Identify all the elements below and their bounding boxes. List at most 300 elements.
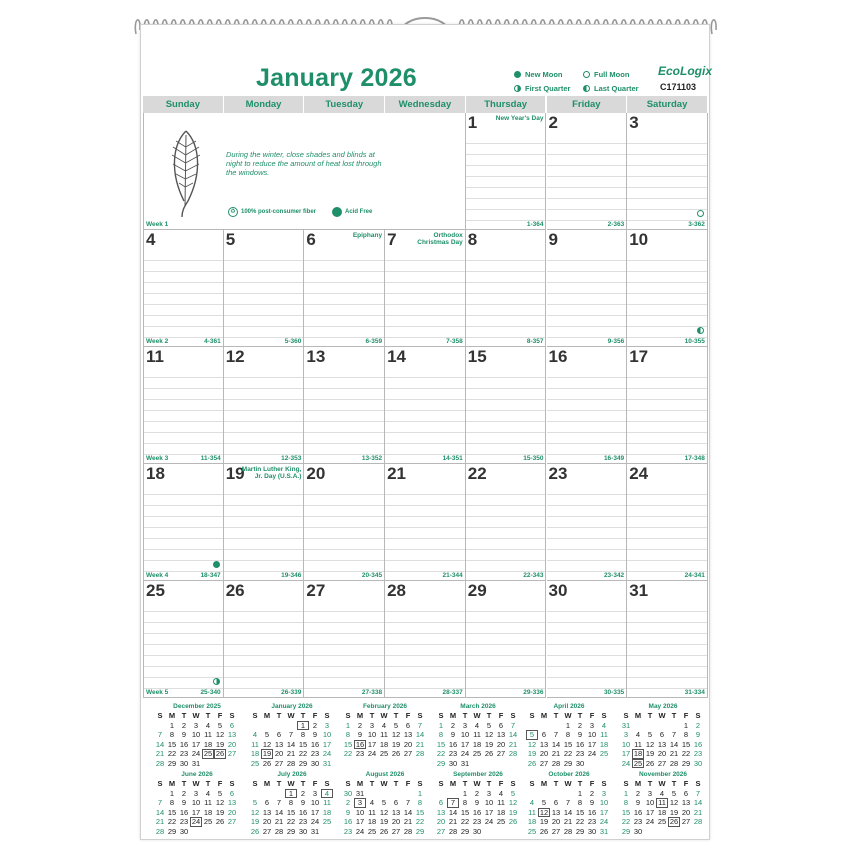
- writing-line: [547, 315, 627, 316]
- writing-line: [466, 377, 546, 378]
- writing-line: [304, 326, 384, 327]
- day-cell[interactable]: [466, 347, 547, 464]
- day-cell[interactable]: [143, 230, 224, 347]
- mini-day: [285, 721, 297, 731]
- mini-day: 2: [474, 788, 480, 798]
- mini-day: 17: [587, 739, 597, 749]
- writing-line: [224, 666, 304, 667]
- mini-day: 31: [621, 720, 631, 730]
- mini-day: 12: [391, 730, 401, 739]
- writing-line: [547, 421, 627, 422]
- writing-line: [144, 622, 223, 623]
- mini-day: 2: [181, 720, 187, 730]
- writing-line: [385, 421, 465, 422]
- mini-day: 30: [179, 758, 189, 768]
- mini-day: 21: [448, 817, 458, 826]
- writing-line: [547, 304, 627, 305]
- mini-day: [668, 721, 680, 731]
- writing-line: [224, 516, 304, 517]
- writing-line: [466, 505, 546, 506]
- mini-day: 4: [498, 788, 504, 798]
- mini-weekday: T: [393, 711, 399, 720]
- day-cell[interactable]: [385, 230, 466, 347]
- day-cell[interactable]: [304, 581, 385, 698]
- mini-day: 21: [155, 749, 165, 758]
- mini-day: 9: [181, 798, 187, 807]
- mini-day: 1: [462, 788, 468, 798]
- mini-day: 12: [669, 798, 679, 807]
- mini-day: [483, 827, 495, 837]
- mini-day: 11: [473, 730, 481, 739]
- mini-weekday: S: [157, 711, 163, 720]
- mini-day: 29: [298, 758, 308, 768]
- mini-day: 12: [539, 807, 549, 817]
- mini-day: 15: [415, 807, 425, 817]
- writing-line: [224, 260, 304, 261]
- writing-line: [627, 677, 707, 678]
- day-cell[interactable]: [385, 581, 466, 698]
- mini-weekday: S: [510, 779, 516, 788]
- mini-weekday: T: [671, 711, 677, 720]
- writing-line: [144, 260, 223, 261]
- writing-line: [224, 560, 304, 561]
- mini-calendar-title: June 2026: [181, 771, 213, 778]
- day-of-year: 15-350: [523, 455, 544, 462]
- mini-day: [390, 789, 402, 799]
- mini-day: 5: [217, 788, 223, 798]
- day-cell[interactable]: [466, 230, 547, 347]
- day-of-year: 30-335: [603, 689, 625, 696]
- day-number: 18: [146, 464, 165, 483]
- mini-day: 31: [355, 788, 365, 798]
- day-cell[interactable]: [547, 347, 628, 464]
- mini-day: 11: [380, 730, 388, 739]
- mini-day: 16: [179, 739, 189, 749]
- mini-day: 11: [656, 798, 668, 808]
- mini-day: 10: [599, 798, 609, 807]
- mini-day: 27: [657, 758, 667, 768]
- mini-day: 20: [403, 739, 413, 749]
- writing-line: [547, 432, 627, 433]
- writing-line: [385, 622, 465, 623]
- writing-line: [224, 410, 304, 411]
- day-number: 13: [306, 347, 326, 366]
- mini-day: 2: [357, 720, 363, 730]
- writing-line: [144, 538, 223, 539]
- writing-line: [304, 271, 384, 272]
- writing-line: [627, 399, 707, 400]
- writing-line: [304, 611, 384, 612]
- mini-day: 12: [250, 807, 260, 817]
- mini-day: [526, 789, 538, 799]
- writing-line: [547, 549, 627, 550]
- mini-weekday: S: [529, 711, 535, 720]
- mini-calendar: [526, 703, 612, 768]
- writing-line: [224, 377, 304, 378]
- weekday-header-monday: Monday: [224, 96, 305, 113]
- mini-day: 22: [298, 749, 308, 758]
- mini-day: [273, 789, 285, 799]
- feature-recycled: [228, 207, 316, 217]
- mini-day: 6: [229, 788, 235, 798]
- writing-line: [547, 611, 627, 612]
- mini-day: 18: [472, 739, 482, 749]
- mini-day: 28: [693, 817, 703, 826]
- writing-line: [385, 282, 465, 283]
- mini-day: 7: [157, 798, 163, 807]
- mini-weekday: T: [462, 711, 468, 720]
- mini-weekday: M: [540, 711, 548, 720]
- mini-weekday: M: [449, 711, 457, 720]
- mini-day: 17: [191, 807, 201, 817]
- day-of-year: 13-352: [361, 455, 383, 462]
- mini-day: 4: [252, 730, 258, 739]
- writing-line: [627, 176, 707, 177]
- mini-day: 2: [300, 788, 306, 798]
- mini-day: 2: [577, 720, 583, 730]
- writing-line: [627, 549, 707, 550]
- mini-day: 13: [391, 807, 401, 817]
- day-number: 21: [387, 464, 407, 483]
- day-of-year: 3-362: [688, 221, 705, 228]
- last-quarter-label: Last Quarter: [594, 84, 639, 93]
- mini-day: 4: [321, 789, 333, 799]
- writing-line: [224, 421, 304, 422]
- day-cell[interactable]: [385, 347, 466, 464]
- writing-line: [304, 538, 384, 539]
- day-number: 5: [225, 230, 236, 249]
- mini-day: 8: [169, 730, 175, 739]
- writing-line: [547, 282, 627, 283]
- day-cell[interactable]: [224, 230, 305, 347]
- mini-day: 31: [599, 826, 609, 836]
- writing-line: [385, 644, 465, 645]
- mini-day: 10: [460, 730, 470, 739]
- writing-line: [627, 527, 707, 528]
- mini-day: 14: [551, 739, 561, 749]
- mini-day: 3: [193, 788, 199, 798]
- day-of-year: 10-355: [684, 338, 705, 345]
- day-cell[interactable]: [304, 347, 385, 464]
- mini-day: 4: [601, 720, 607, 730]
- mini-day: 7: [288, 730, 294, 739]
- mini-day: [538, 721, 550, 731]
- holiday-label: New Year's Day: [495, 115, 544, 122]
- mini-day: 29: [563, 758, 573, 768]
- writing-line: [627, 165, 707, 166]
- mini-day: 6: [276, 730, 282, 739]
- mini-day: 22: [460, 817, 470, 826]
- mini-day: 5: [217, 720, 223, 730]
- mini-day: [190, 827, 202, 837]
- day-cell[interactable]: [547, 113, 628, 230]
- mini-day: 7: [695, 788, 701, 798]
- mini-day: 22: [436, 749, 446, 758]
- mini-day: 19: [539, 817, 549, 826]
- writing-line: [144, 421, 223, 422]
- writing-line: [224, 549, 304, 550]
- day-of-year: 12-353: [281, 455, 302, 462]
- writing-line: [466, 388, 546, 389]
- mini-weekday: S: [345, 711, 351, 720]
- writing-line: [144, 505, 223, 506]
- mini-day: 1: [169, 720, 175, 730]
- writing-line: [385, 271, 465, 272]
- writing-line: [547, 388, 627, 389]
- writing-line: [627, 443, 707, 444]
- mini-day: 12: [379, 807, 389, 817]
- writing-line: [385, 443, 465, 444]
- day-cell[interactable]: [547, 230, 628, 347]
- mini-day: 12: [262, 739, 272, 749]
- new-moon-icon: [514, 71, 521, 78]
- mini-day: 8: [462, 798, 468, 807]
- writing-line: [547, 622, 627, 623]
- day-cell[interactable]: [224, 464, 305, 581]
- writing-line: [627, 209, 707, 210]
- mini-day: 11: [323, 798, 331, 807]
- day-cell[interactable]: [224, 581, 305, 698]
- mini-day: 1: [565, 720, 571, 730]
- writing-line: [304, 644, 384, 645]
- day-cell[interactable]: [627, 113, 708, 230]
- mini-day: 23: [587, 817, 597, 826]
- mini-weekday: M: [449, 779, 457, 788]
- mini-day: 16: [472, 807, 482, 817]
- mini-day: 23: [298, 817, 308, 826]
- writing-line: [466, 432, 546, 433]
- writing-line: [627, 421, 707, 422]
- weekday-header-saturday: Saturday: [627, 96, 708, 113]
- mini-weekday: S: [438, 779, 444, 788]
- mini-day: 17: [645, 807, 655, 817]
- mini-day: [402, 789, 414, 799]
- day-number: 1: [467, 113, 478, 132]
- day-cell[interactable]: [466, 464, 547, 581]
- brand-logo: EcoLogix: [658, 64, 713, 78]
- writing-line: [547, 527, 627, 528]
- writing-line: [466, 538, 546, 539]
- mini-calendar-title: December 2025: [173, 703, 221, 710]
- mini-day: 6: [438, 798, 444, 807]
- mini-day: 9: [577, 730, 583, 739]
- mini-day: 14: [286, 739, 296, 749]
- mini-weekday: W: [658, 779, 666, 788]
- mini-day: 28: [415, 749, 425, 758]
- day-cell[interactable]: [547, 464, 628, 581]
- writing-line: [466, 611, 546, 612]
- mini-day: [261, 789, 273, 799]
- mini-weekday: T: [393, 779, 399, 788]
- writing-line: [547, 538, 627, 539]
- mini-day: 14: [274, 807, 284, 817]
- day-number: 16: [548, 347, 568, 366]
- mini-weekday: W: [564, 711, 572, 720]
- writing-line: [304, 421, 384, 422]
- mini-day: 10: [367, 730, 377, 739]
- mini-day: 7: [565, 798, 571, 807]
- mini-day: 14: [155, 807, 165, 817]
- weekday-header-wednesday: Wednesday: [385, 96, 466, 113]
- mini-calendar: [526, 771, 612, 836]
- writing-line: [385, 377, 465, 378]
- mini-day: 1: [623, 788, 629, 798]
- leaf-icon: [166, 127, 206, 223]
- writing-line: [304, 432, 384, 433]
- mini-day: 8: [577, 798, 583, 807]
- writing-line: [144, 388, 223, 389]
- day-cell[interactable]: [304, 230, 385, 347]
- writing-line: [627, 432, 707, 433]
- mini-weekday: F: [405, 711, 411, 720]
- mini-day: 15: [167, 739, 177, 749]
- writing-line: [385, 432, 465, 433]
- day-cell[interactable]: [466, 581, 547, 698]
- mini-weekday: S: [601, 711, 607, 720]
- day-cell[interactable]: [143, 347, 224, 464]
- writing-line: [144, 443, 223, 444]
- day-cell[interactable]: [143, 581, 224, 698]
- writing-line: [547, 560, 627, 561]
- mini-day: 16: [343, 817, 353, 826]
- energy-tip: During the winter, close shades and blinds at night to reduce the amount of heat lost through the windows.: [226, 150, 382, 177]
- day-cell[interactable]: [547, 581, 628, 698]
- mini-day: 17: [191, 739, 201, 749]
- mini-day: 5: [510, 788, 516, 798]
- day-cell[interactable]: [304, 464, 385, 581]
- writing-line: [224, 538, 304, 539]
- writing-line: [224, 326, 304, 327]
- mini-day: 9: [695, 730, 701, 739]
- mini-calendar-title: August 2026: [365, 771, 405, 778]
- day-cell[interactable]: [143, 464, 224, 581]
- day-cell[interactable]: [627, 581, 708, 698]
- day-number: 11: [146, 347, 164, 366]
- mini-weekday: S: [157, 779, 163, 788]
- mini-day: 15: [575, 807, 585, 817]
- mini-day: [538, 789, 550, 799]
- mini-weekday: S: [324, 779, 330, 788]
- writing-line: [144, 432, 223, 433]
- mini-weekday: S: [529, 779, 535, 788]
- writing-line: [385, 677, 465, 678]
- mini-day: 24: [191, 817, 201, 826]
- writing-line: [224, 443, 304, 444]
- mini-day: 29: [167, 826, 177, 836]
- mini-day: [495, 759, 507, 769]
- writing-line: [627, 377, 707, 378]
- mini-day: 31: [322, 758, 332, 768]
- mini-day: 24: [645, 817, 655, 826]
- mini-day: 20: [227, 807, 237, 817]
- mini-day: 26: [250, 826, 260, 836]
- mini-day: 5: [486, 720, 492, 730]
- mini-day: 20: [539, 749, 549, 758]
- feature-acid-free: [332, 207, 372, 217]
- writing-line: [385, 655, 465, 656]
- mini-weekday: M: [168, 711, 176, 720]
- day-cell[interactable]: [627, 230, 708, 347]
- day-cell[interactable]: [224, 347, 305, 464]
- mini-day: 22: [681, 749, 691, 758]
- writing-line: [627, 143, 707, 144]
- mini-day: 20: [227, 739, 237, 749]
- writing-line: [466, 677, 546, 678]
- mini-day: 22: [167, 749, 177, 758]
- mini-day: 8: [683, 730, 689, 739]
- mini-day: 9: [345, 807, 351, 817]
- mini-day: 13: [681, 798, 691, 807]
- mini-day: 20: [262, 817, 272, 826]
- mini-day: 28: [274, 826, 284, 836]
- mini-calendar-title: March 2026: [460, 703, 496, 710]
- mini-day: 10: [191, 798, 201, 807]
- mini-day: 20: [681, 807, 691, 817]
- mini-day: 3: [312, 788, 318, 798]
- mini-day: [471, 759, 483, 769]
- mini-day: 13: [496, 730, 506, 739]
- mini-weekday: T: [181, 779, 187, 788]
- writing-line: [547, 399, 627, 400]
- mini-day: 20: [391, 817, 401, 826]
- mini-day: 14: [448, 807, 458, 817]
- mini-day: 30: [298, 826, 308, 836]
- mini-day: 17: [310, 807, 320, 817]
- mini-day: 14: [403, 807, 413, 817]
- mini-day: 5: [393, 720, 399, 730]
- mini-day: 24: [355, 826, 365, 836]
- mini-day: 20: [496, 739, 506, 749]
- mini-day: 1: [577, 788, 583, 798]
- day-number: 3: [629, 113, 639, 132]
- mini-day: 9: [474, 798, 480, 807]
- mini-weekday: T: [462, 779, 468, 788]
- day-number: 23: [548, 464, 568, 483]
- day-cell[interactable]: [627, 464, 708, 581]
- writing-line: [466, 666, 546, 667]
- month-title: January 2026: [256, 64, 417, 92]
- mini-day: 1: [169, 788, 175, 798]
- day-cell[interactable]: [385, 464, 466, 581]
- mini-weekday: T: [671, 779, 677, 788]
- mini-weekday: S: [695, 779, 701, 788]
- mini-day: 17: [621, 749, 631, 758]
- day-of-year: 9-356: [607, 338, 625, 345]
- mini-day: [680, 827, 692, 837]
- mini-day: 21: [274, 817, 284, 826]
- writing-line: [466, 633, 546, 634]
- day-of-year: 14-351: [442, 455, 463, 462]
- day-number: 15: [467, 347, 487, 366]
- mini-day: [321, 827, 333, 837]
- mini-day: 17: [322, 739, 332, 749]
- writing-line: [144, 633, 223, 634]
- day-number: 20: [306, 464, 326, 483]
- mini-calendar-title: November 2026: [638, 771, 688, 778]
- mini-day: 15: [298, 739, 308, 749]
- mini-day: 26: [379, 826, 389, 836]
- writing-line: [627, 655, 707, 656]
- day-cell[interactable]: [466, 113, 547, 230]
- day-of-year: 26-339: [281, 689, 302, 696]
- mini-day: [154, 721, 166, 731]
- mini-day: 19: [262, 749, 272, 758]
- writing-line: [547, 165, 627, 166]
- day-number: 19: [225, 464, 245, 483]
- mini-weekday: W: [287, 779, 295, 788]
- day-cell[interactable]: [627, 347, 708, 464]
- writing-line: [627, 516, 707, 517]
